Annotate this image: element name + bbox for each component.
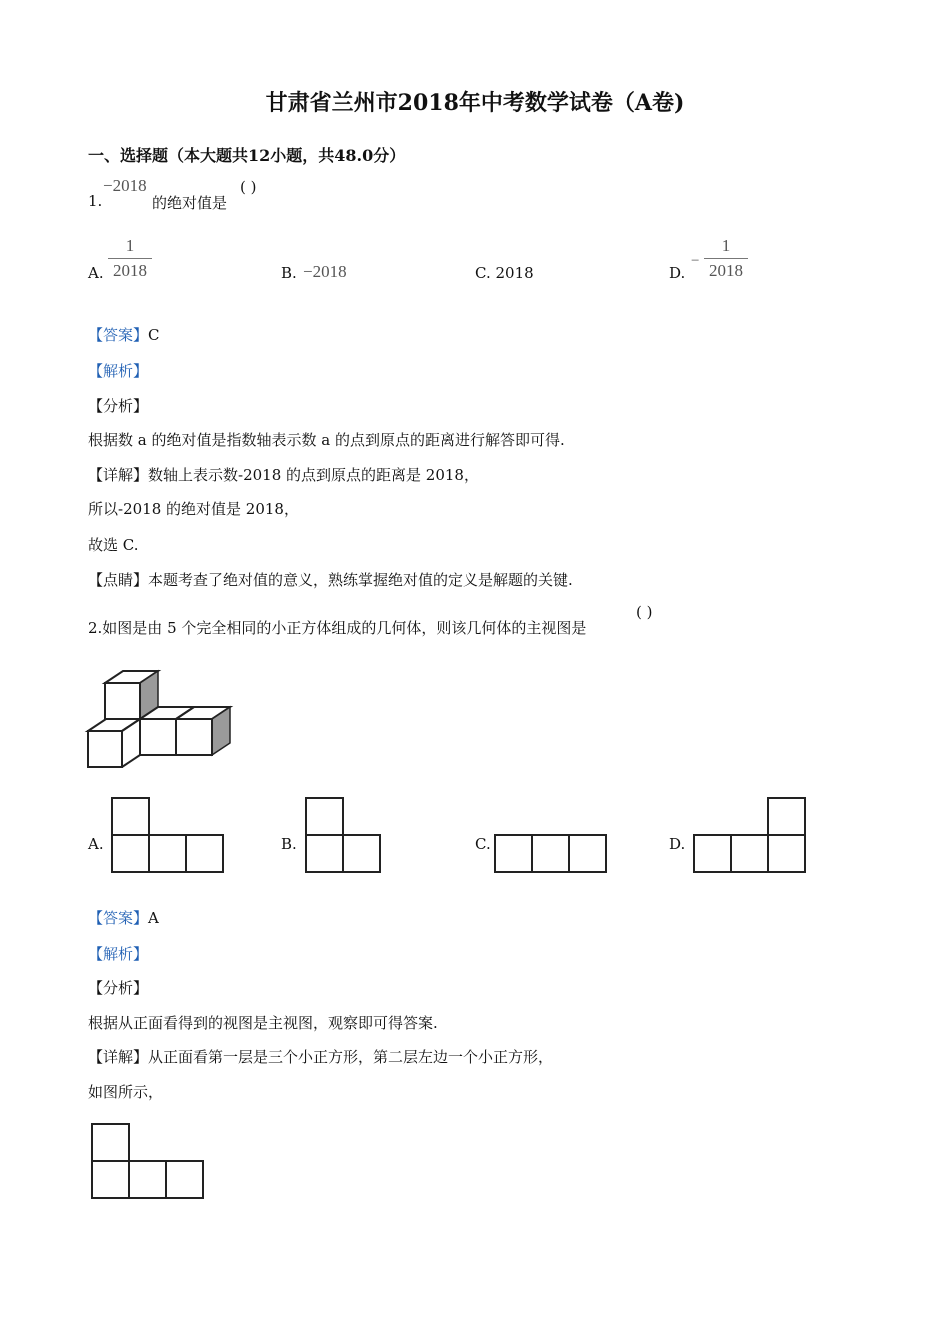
q1-option-b-value: −2018 <box>303 262 347 281</box>
q2-fenxi-tag: 【分析】 <box>88 979 149 997</box>
q1-option-c: C. 2018 <box>475 264 534 282</box>
answer-tag: 【答案】 <box>88 326 149 344</box>
square <box>306 835 343 872</box>
q2-option-b-label: B. <box>281 835 297 853</box>
q1-number: 1. <box>88 192 103 210</box>
q2-answer-line <box>88 907 159 928</box>
q2-answer-value: A <box>148 909 159 927</box>
square <box>532 835 569 872</box>
q2-detail-line-1 <box>88 1046 553 1067</box>
q1-option-d-label: D. <box>669 264 686 282</box>
q2-option-b-view <box>304 796 384 874</box>
q1-detail-line-1 <box>88 464 479 485</box>
square <box>112 835 149 872</box>
q2-option-d-label: D. <box>669 835 686 853</box>
q2-detail-text: 从正面看第一层是三个小正方形，第二层左边一个小正方形， <box>148 1048 554 1066</box>
q1-option-d-fraction <box>704 236 748 281</box>
square <box>112 798 149 835</box>
q1-option-d-sign: − <box>691 253 700 269</box>
edge-line <box>122 755 140 767</box>
cube-side-face <box>212 707 230 755</box>
fraction-bar <box>704 258 748 259</box>
q1-option-a-fraction <box>108 236 152 281</box>
section-heading: 一、选择题（本大题共12小题，共48.0分） <box>88 146 406 165</box>
q1-option-a-label: A. <box>88 264 104 282</box>
page-title: 甘肃省兰州市2018年中考数学试卷（A卷) <box>265 90 685 116</box>
fraction-bar <box>108 258 152 259</box>
square <box>495 835 532 872</box>
detail-tag: 【详解】 <box>88 1048 149 1066</box>
q1-detail-line-3: 故选 C. <box>88 536 139 554</box>
q1-option-b-label: B. <box>281 264 297 282</box>
q1-detail-line-2: 所以-2018 的绝对值是 2018， <box>88 500 299 518</box>
cube-front-face <box>176 719 212 755</box>
q1-comment-text: 本题考查了绝对值的意义，熟练掌握绝对值的定义是解题的关键. <box>148 571 573 589</box>
q1-fenxi-text: 根据数 a 的绝对值是指数轴表示数 a 的点到原点的距离进行解答即可得. <box>88 431 565 449</box>
q2-cube-solid-figure <box>82 665 237 775</box>
q2-stem: 2.如图是由 5 个完全相同的小正方体组成的几何体，则该几何体的主视图是 <box>88 619 587 637</box>
q1-answer-paren: ( ) <box>240 178 257 196</box>
square <box>92 1161 129 1198</box>
square <box>166 1161 203 1198</box>
q1-answer-value: C <box>148 326 160 344</box>
q2-answer-paren: ( ) <box>636 603 653 621</box>
q2-option-c-view <box>493 833 609 875</box>
q2-analysis-tag: 【解析】 <box>88 945 149 963</box>
detail-tag: 【详解】 <box>88 466 149 484</box>
square <box>92 1124 129 1161</box>
square <box>694 835 731 872</box>
q2-option-d-view <box>692 796 808 874</box>
square <box>129 1161 166 1198</box>
q1-analysis-tag: 【解析】 <box>88 362 149 380</box>
q2-option-c-label: C. <box>475 835 491 853</box>
answer-tag: 【答案】 <box>88 909 149 927</box>
q1-option-d-numerator: 1 <box>721 236 731 255</box>
square <box>149 835 186 872</box>
q1-expression: −2018 <box>103 176 147 195</box>
square <box>768 835 805 872</box>
q1-option-a-denominator: 2018 <box>113 261 147 280</box>
q1-option-a-numerator: 1 <box>125 236 135 255</box>
q1-fenxi-tag: 【分析】 <box>88 397 149 415</box>
q2-option-a-label: A. <box>88 835 104 853</box>
cube-front-face <box>105 683 140 719</box>
square <box>731 835 768 872</box>
q2-solution-front-view <box>90 1122 206 1200</box>
q2-fenxi-text: 根据从正面看得到的视图是主视图，观察即可得答案. <box>88 1014 438 1032</box>
comment-tag: 【点睛】 <box>88 571 149 589</box>
square <box>306 798 343 835</box>
square <box>343 835 380 872</box>
q2-detail-line-2: 如图所示， <box>88 1083 164 1101</box>
square <box>186 835 223 872</box>
square <box>768 798 805 835</box>
q1-stem: 的绝对值是 <box>152 194 228 212</box>
q1-answer-line <box>88 324 160 345</box>
q1-option-d-denominator: 2018 <box>709 261 743 280</box>
cube-front-face <box>140 719 176 755</box>
q1-detail-text: 数轴上表示数-2018 的点到原点的距离是 2018， <box>148 466 479 484</box>
q1-comment-line <box>88 569 573 590</box>
q2-option-a-view <box>110 796 226 874</box>
cube-front-face <box>88 731 122 767</box>
square <box>569 835 606 872</box>
edge-line <box>122 719 140 731</box>
